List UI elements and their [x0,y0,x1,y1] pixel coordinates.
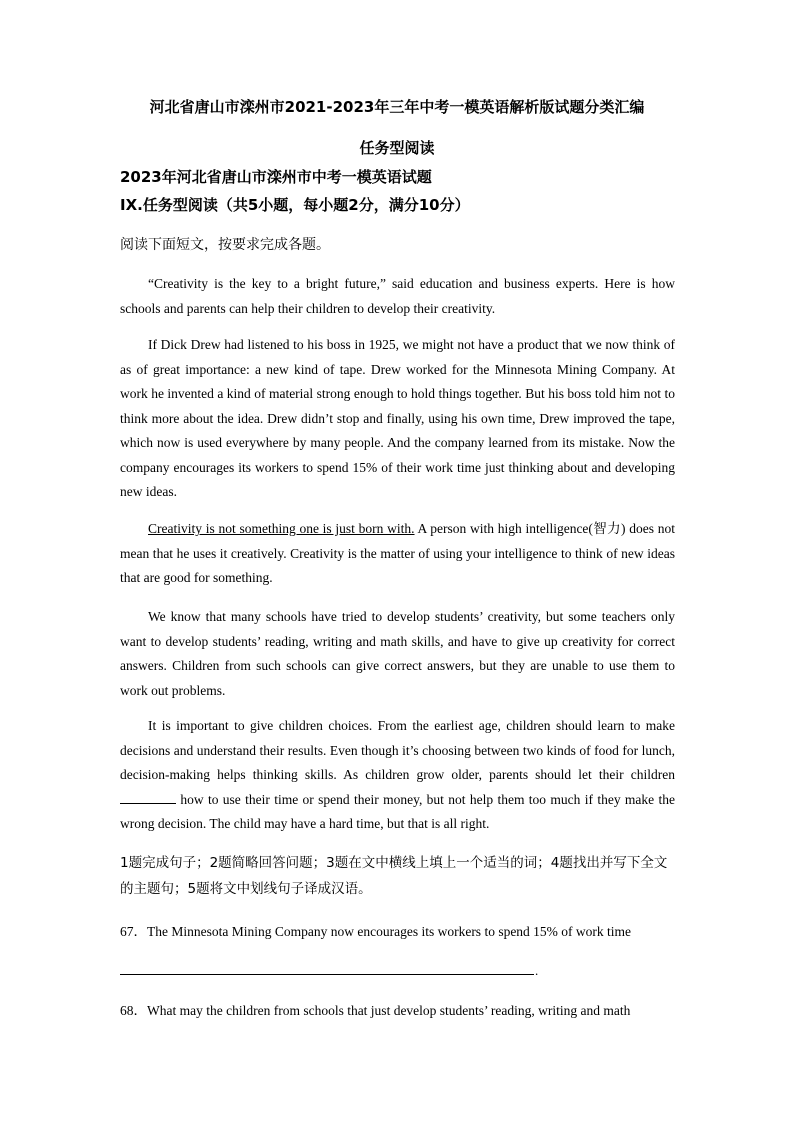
paragraph-5 [120,714,675,837]
paragraph-2: If Dick Drew had listened to his boss in 1925, we might not have a product that we now think of as of great importance: a new kind of tape. Drew worked for the Minnesota Mining Company. At work he invented a kind of material strong enough to hold things together. But his boss told him not to think more about the idea. Drew didn’t stop and finally, using his own time, Drew improved the tape, which now is used everywhere by many people. And the company learned from its mistake. Now the company encourages its workers to spend 15% of their work time just thinking about and developing new ideas. [120,337,675,499]
sub-title: 任务型阅读 [359,139,435,157]
paragraph-1: “Creativity is the key to a bright future,” said education and business experts. Here is how schools and parents can help their children to develop their creativity. [120,276,675,316]
paragraph-3-rest: A person with high intelligence(智力) does not mean that he uses it creatively. Creativity is the matter of using your intelligence to think of new ideas that are good for something. [120,521,675,585]
fill-blank[interactable] [120,789,176,804]
paragraph-5-before: It is important to give children choices. From the earliest age, children should learn to make decisions and understand their results. Even though it’s choosing between two kinds of food for lunch, decision-making helps thinking skills. As children grow older, parents should let their children [120,718,675,782]
section-title: IX.任务型阅读（共5小题，每小题2分，满分10分） [120,196,470,214]
task-instructions: 1题完成句子；2题简略回答问题；3题在文中横线上填上一个适当的词；4题找出并写下全文的主题句；5题将文中划线句子译成汉语。 [120,855,668,897]
question-67: 67．The Minnesota Mining Company now encourages its workers to spend 15% of work time [120,924,632,939]
question-68: 68．What may the children from schools that just develop students’ reading, writing and math [120,1003,631,1018]
reading-instruction: 阅读下面短文，按要求完成各题。 [120,237,330,253]
answer-line-67-period: . [535,963,539,978]
paragraph-4: We know that many schools have tried to develop students’ creativity, but some teachers only want to develop students’ reading, writing and math skills, and have to give up creativity for correct answers. Children from such schools can give correct answers, but they are unable to use them to work out problems. [120,609,675,698]
main-title: 河北省唐山市滦州市2021-2023年三年中考一模英语解析版试题分类汇编 [149,98,645,116]
paragraph-5-after: how to use their time or spend their money, but not help them too much if they make the wrong decision. The child may have a hard time, but that is all right. [120,791,675,831]
exam-title: 2023年河北省唐山市滦州市中考一模英语试题 [120,168,432,186]
underlined-sentence: Creativity is not something one is just born with. [148,521,415,536]
paragraph-3 [120,517,675,591]
answer-line-67[interactable] [120,974,534,975]
